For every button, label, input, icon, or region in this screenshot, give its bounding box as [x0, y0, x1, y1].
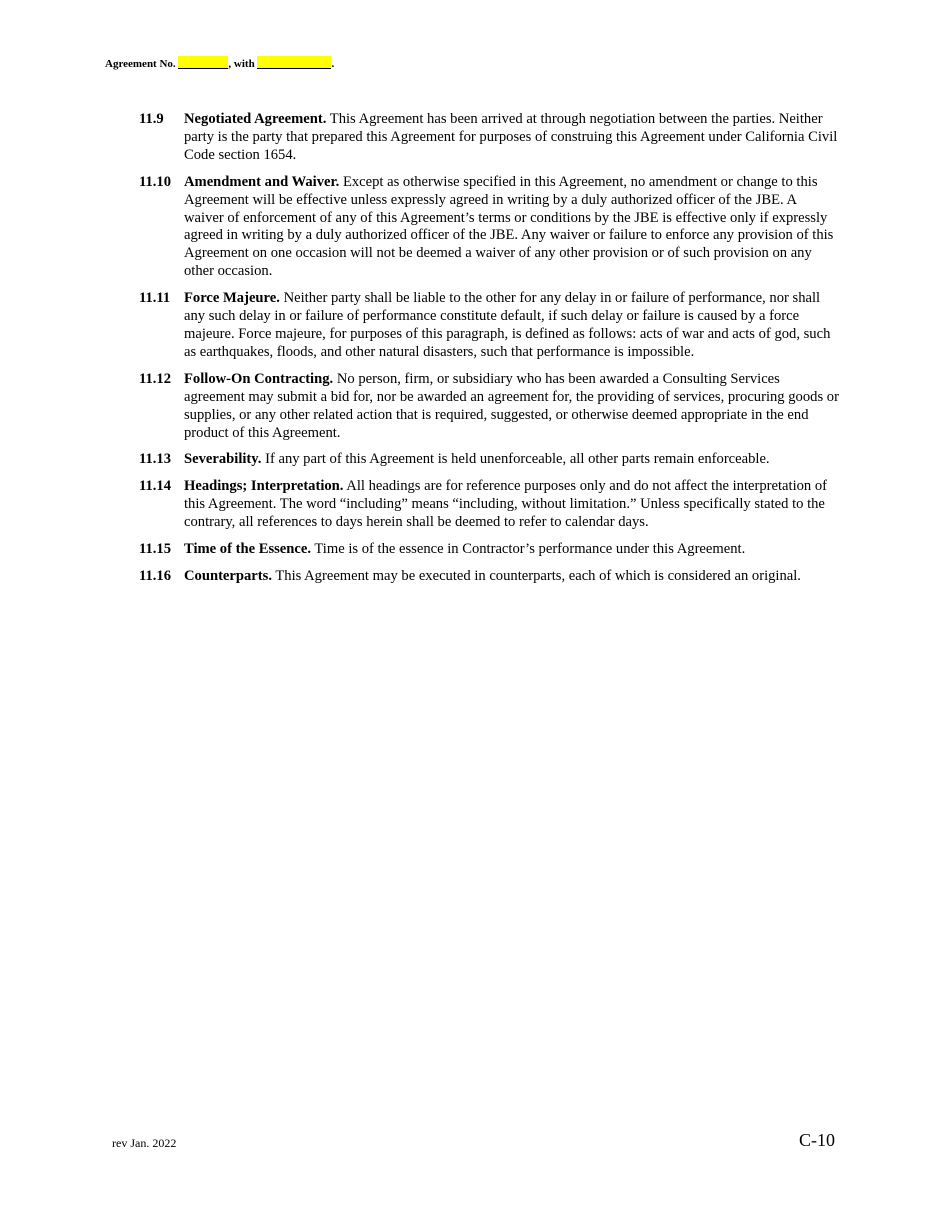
agreement-number-blank [178, 56, 228, 69]
section-title: Time of the Essence. [184, 541, 312, 558]
section-11-12 [139, 371, 839, 443]
agreement-header-period: . [331, 58, 335, 70]
section-11-16 [139, 568, 839, 586]
page-number: C-10 [799, 1130, 835, 1150]
section-text: Time is of the essence in Contractor’s performance under this Agreement. [314, 541, 746, 558]
section-number: 11.13 [139, 451, 172, 468]
agreement-header [105, 56, 334, 70]
section-text: All headings are for reference purposes only and do not affect the interpretation of this Agreement. The word “including” means “including, without limitation.” Unless specifically stated to the contrary, all references to days herein shall be deemed to refer to calendar days. [184, 478, 828, 531]
section-number: 11.10 [139, 173, 172, 190]
section-body [184, 541, 839, 559]
section-number: 11.12 [139, 370, 172, 387]
section-body [184, 371, 839, 443]
section-number: 11.9 [139, 111, 164, 127]
section-11-13 [139, 451, 839, 469]
section-11-10 [139, 174, 839, 281]
section-body [184, 111, 839, 165]
section-number: 11.16 [139, 567, 172, 584]
section-title: Negotiated Agreement. [184, 111, 327, 127]
section-body [184, 451, 839, 469]
section-text: Neither party shall be liable to the other for any delay in or failure of performance, nor shall any such delay in or failure of performance constitute default, if such delay or failure is caused by a force majeure. Force majeure, for purposes of this paragraph, is defined as follows: acts of war and acts of god, such as earthquakes, floods, and other natural disasters, such that performance is impossible. [184, 290, 831, 360]
section-text: No person, firm, or subsidiary who has been awarded a Consulting Services agreement may submit a bid for, nor be awarded an agreement for, the providing of services, procuring goods or supplies, or any other related action that is required, suggested, or otherwise deemed appropriate in the end product of this Agreement. [184, 370, 839, 441]
section-text: This Agreement may be executed in counterparts, each of which is considered an original. [275, 567, 801, 584]
section-body [184, 568, 839, 586]
agreement-number-label: Agreement No. [105, 58, 176, 70]
agreement-with-label: , with [228, 58, 255, 70]
revision-date: rev Jan. 2022 [112, 1136, 177, 1150]
agreement-party-blank [257, 56, 331, 69]
section-title: Severability. [184, 451, 262, 468]
section-11-9 [139, 111, 839, 165]
section-text: Except as otherwise specified in this Agreement, no amendment or change to this Agreement will be effective unless expressly agreed in writing by a duly authorized officer of the JBE. A waiver of enforcement of any of this Agreement’s terms or conditions by the JBE is effective only if expressly agreed in writing by a duly authorized officer of the JBE. Any waiver or failure to enforce any provision of this Agreement on one occasion will not be deemed a waiver of any other provision or of such provision on any other occasion. [184, 173, 834, 280]
section-11-11 [139, 290, 839, 362]
section-title: Force Majeure. [184, 290, 280, 307]
section-text: If any part of this Agreement is held unenforceable, all other parts remain enforceable. [265, 451, 770, 468]
section-number: 11.15 [139, 541, 172, 558]
section-11-14 [139, 478, 839, 532]
section-title: Counterparts. [184, 567, 272, 584]
section-body [184, 290, 839, 362]
section-body [184, 174, 839, 281]
section-number: 11.14 [139, 478, 172, 495]
section-number: 11.11 [139, 290, 171, 307]
section-11-15 [139, 541, 839, 559]
section-title: Amendment and Waiver. [184, 173, 340, 190]
section-title: Headings; Interpretation. [184, 478, 344, 495]
section-body [184, 478, 839, 532]
section-title: Follow-On Contracting. [184, 370, 334, 387]
section-text: This Agreement has been arrived at through negotiation between the parties. Neither party is the party that prepared this Agreement for purposes of construing this Agreement under California Civil Code section 1654. [184, 111, 838, 163]
sections-list [139, 111, 839, 595]
